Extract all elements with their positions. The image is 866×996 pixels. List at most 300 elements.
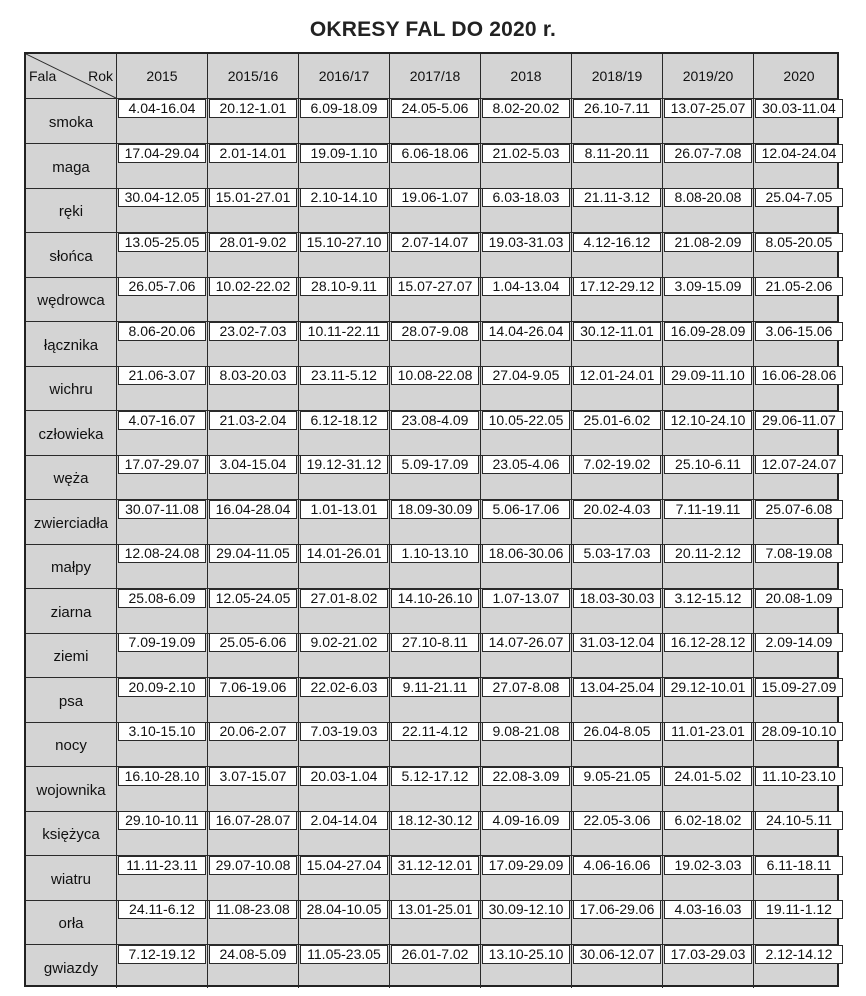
period-cell [662,721,753,766]
period-cell [753,721,844,766]
period-dates: 17.12-29.12 [573,277,661,296]
period-dates: 16.09-28.09 [664,322,752,341]
period-cell [207,810,298,855]
table-row [26,632,837,678]
period-cell [207,899,298,944]
period-cell [753,944,844,988]
period-cell [389,588,480,633]
period-cell [389,143,480,188]
period-dates: 2.04-14.04 [300,811,388,830]
period-dates: 20.02-4.03 [573,500,661,519]
period-cell [298,632,389,677]
period-dates: 30.06-12.07 [573,945,661,964]
period-cell [753,410,844,455]
wave-name: księżyca [42,826,100,843]
period-cell [389,677,480,722]
period-cell [207,365,298,410]
period-dates: 11.01-23.01 [664,722,752,741]
period-cell [207,721,298,766]
period-cell [480,499,571,544]
period-dates: 9.08-21.08 [482,722,570,741]
period-cell [480,899,571,944]
period-cell [389,365,480,410]
page-title: OKRESY FAL DO 2020 r. [309,18,557,41]
period-dates: 1.07-13.07 [482,589,570,608]
period-cell [389,98,480,143]
period-cell [662,855,753,900]
period-dates: 29.07-10.08 [209,856,297,875]
wave-name: orła [58,915,84,932]
wave-name-cell [26,143,116,188]
corner-label-rok: Rok [88,68,113,84]
period-cell [662,410,753,455]
period-dates: 5.06-17.06 [482,500,570,519]
period-cell [116,632,207,677]
period-cell [480,98,571,143]
wave-name: zwierciadła [33,515,109,532]
period-cell [753,499,844,544]
period-dates: 18.09-30.09 [391,500,479,519]
period-cell [389,766,480,811]
table-row [26,855,837,901]
period-dates: 19.02-3.03 [664,856,752,875]
wave-name-cell [26,899,116,944]
year-header-cell [753,54,844,98]
period-dates: 9.05-21.05 [573,767,661,786]
period-cell [207,276,298,321]
period-dates: 11.08-23.08 [209,900,297,919]
period-dates: 4.09-16.09 [482,811,570,830]
period-cell [207,187,298,232]
wave-name: smoka [48,114,94,131]
period-dates: 5.03-17.03 [573,544,661,563]
period-dates: 28.09-10.10 [755,722,843,741]
period-dates: 9.02-21.02 [300,633,388,652]
wave-name: człowieka [38,426,104,443]
period-dates: 28.01-9.02 [209,233,297,252]
period-cell [480,944,571,988]
period-cell [298,143,389,188]
table-row [26,410,837,456]
period-cell [298,899,389,944]
period-dates: 1.04-13.04 [482,277,570,296]
period-dates: 6.02-18.02 [664,811,752,830]
wave-name: małpy [50,559,91,576]
table-row [26,721,837,767]
table-row [26,365,837,411]
period-cell [389,855,480,900]
period-dates: 26.07-7.08 [664,144,752,163]
period-dates: 4.12-16.12 [573,233,661,252]
wave-name: wędrowca [37,292,105,309]
year-header-cell [207,54,298,98]
period-cell [116,143,207,188]
table-row [26,98,837,144]
period-dates: 21.11-3.12 [573,188,661,207]
wave-name-cell [26,276,116,321]
period-cell [207,944,298,988]
period-dates: 24.10-5.11 [755,811,843,830]
period-cell [298,365,389,410]
period-dates: 11.05-23.05 [300,945,388,964]
period-cell [389,810,480,855]
period-cell [298,454,389,499]
period-dates: 5.09-17.09 [391,455,479,474]
period-dates: 15.07-27.07 [391,277,479,296]
period-dates: 24.11-6.12 [118,900,206,919]
wave-name: wichru [49,381,93,398]
period-cell [116,454,207,499]
period-dates: 5.12-17.12 [391,767,479,786]
period-dates: 19.03-31.03 [482,233,570,252]
corner-label-fala: Fala [29,68,57,84]
period-dates: 31.12-12.01 [391,856,479,875]
wave-name: nocy [55,737,87,754]
period-dates: 13.05-25.05 [118,233,206,252]
period-cell [753,899,844,944]
table-row [26,588,837,634]
period-dates: 18.03-30.03 [573,589,661,608]
period-cell [207,232,298,277]
period-cell [116,410,207,455]
year-header-cell [662,54,753,98]
period-dates: 24.08-5.09 [209,945,297,964]
period-dates: 3.12-15.12 [664,589,752,608]
period-dates: 25.07-6.08 [755,500,843,519]
table-row [26,810,837,856]
period-dates: 16.07-28.07 [209,811,297,830]
period-cell [207,766,298,811]
year-header-cell [480,54,571,98]
period-cell [207,677,298,722]
wave-name-cell [26,721,116,766]
table-row [26,187,837,233]
period-cell [116,810,207,855]
table-row [26,276,837,322]
period-dates: 15.01-27.01 [209,188,297,207]
period-dates: 15.09-27.09 [755,678,843,697]
period-cell [207,410,298,455]
period-cell [389,543,480,588]
wave-name-cell [26,855,116,900]
period-dates: 6.06-18.06 [391,144,479,163]
period-dates: 21.05-2.06 [755,277,843,296]
table-row [26,543,837,589]
period-cell [753,588,844,633]
period-cell [662,899,753,944]
period-dates: 13.04-25.04 [573,678,661,697]
period-dates: 12.05-24.05 [209,589,297,608]
period-cell [480,276,571,321]
period-dates: 18.12-30.12 [391,811,479,830]
period-dates: 6.09-18.09 [300,99,388,118]
period-cell [662,499,753,544]
period-dates: 19.09-1.10 [300,144,388,163]
period-dates: 26.05-7.06 [118,277,206,296]
table-row [26,899,837,945]
period-dates: 4.03-16.03 [664,900,752,919]
period-cell [389,632,480,677]
period-dates: 8.11-20.11 [573,144,661,163]
wave-name-cell [26,543,116,588]
period-cell [389,721,480,766]
period-cell [298,677,389,722]
period-dates: 6.03-18.03 [482,188,570,207]
period-dates: 2.09-14.09 [755,633,843,652]
period-cell [753,98,844,143]
period-cell [116,187,207,232]
period-cell [298,944,389,988]
year-label: 2019/20 [682,68,734,84]
period-cell [298,588,389,633]
wave-name-cell [26,499,116,544]
period-cell [753,677,844,722]
period-cell [298,410,389,455]
period-dates: 30.12-11.01 [573,322,661,341]
period-dates: 19.06-1.07 [391,188,479,207]
period-dates: 25.10-6.11 [664,455,752,474]
period-dates: 8.06-20.06 [118,322,206,341]
period-cell [662,677,753,722]
period-cell [662,143,753,188]
period-cell [116,855,207,900]
period-cell [207,321,298,366]
period-cell [298,276,389,321]
period-dates: 17.09-29.09 [482,856,570,875]
year-header-cell [571,54,662,98]
period-dates: 7.08-19.08 [755,544,843,563]
period-dates: 25.05-6.06 [209,633,297,652]
period-cell [480,187,571,232]
period-dates: 16.04-28.04 [209,500,297,519]
period-dates: 3.07-15.07 [209,767,297,786]
period-cell [116,321,207,366]
period-cell [298,810,389,855]
period-dates: 20.06-2.07 [209,722,297,741]
period-dates: 20.03-1.04 [300,767,388,786]
period-dates: 9.11-21.11 [391,678,479,697]
period-cell [571,944,662,988]
period-cell [116,721,207,766]
wave-name-cell [26,365,116,410]
period-dates: 17.07-29.07 [118,455,206,474]
year-label: 2017/18 [409,68,461,84]
period-dates: 8.02-20.02 [482,99,570,118]
table-row [26,143,837,189]
period-cell [662,365,753,410]
period-dates: 25.04-7.05 [755,188,843,207]
period-dates: 21.03-2.04 [209,411,297,430]
period-dates: 22.11-4.12 [391,722,479,741]
period-cell [480,588,571,633]
period-cell [298,855,389,900]
period-cell [389,944,480,988]
wave-name: ręki [58,203,84,220]
period-cell [116,232,207,277]
period-dates: 19.12-31.12 [300,455,388,474]
period-dates: 3.04-15.04 [209,455,297,474]
period-dates: 6.11-18.11 [755,856,843,875]
period-dates: 12.08-24.08 [118,544,206,563]
period-dates: 7.12-19.12 [118,945,206,964]
period-dates: 8.05-20.05 [755,233,843,252]
period-dates: 10.05-22.05 [482,411,570,430]
period-cell [480,410,571,455]
year-label: 2015 [146,68,178,84]
period-dates: 19.11-1.12 [755,900,843,919]
period-dates: 27.10-8.11 [391,633,479,652]
period-dates: 26.01-7.02 [391,945,479,964]
period-cell [571,321,662,366]
period-cell [571,899,662,944]
period-cell [571,454,662,499]
period-dates: 25.01-6.02 [573,411,661,430]
period-dates: 12.10-24.10 [664,411,752,430]
wave-name-cell [26,410,116,455]
period-cell [753,187,844,232]
period-cell [298,98,389,143]
period-cell [662,632,753,677]
period-dates: 3.09-15.09 [664,277,752,296]
period-dates: 26.04-8.05 [573,722,661,741]
period-dates: 17.04-29.04 [118,144,206,163]
wave-name-cell [26,944,116,988]
period-dates: 8.08-20.08 [664,188,752,207]
table-row [26,677,837,723]
period-dates: 10.08-22.08 [391,366,479,385]
period-cell [116,276,207,321]
period-cell [480,810,571,855]
period-cell [207,98,298,143]
period-dates: 28.04-10.05 [300,900,388,919]
wave-name-cell [26,187,116,232]
wave-name-cell [26,232,116,277]
period-cell [480,855,571,900]
period-cell [753,276,844,321]
period-dates: 13.10-25.10 [482,945,570,964]
period-cell [298,766,389,811]
period-cell [753,321,844,366]
period-cell [662,321,753,366]
period-dates: 29.12-10.01 [664,678,752,697]
period-cell [571,543,662,588]
period-cell [571,232,662,277]
wave-name-cell [26,810,116,855]
table-row [26,232,837,278]
wave-name-cell [26,588,116,633]
period-dates: 2.07-14.07 [391,233,479,252]
period-dates: 3.10-15.10 [118,722,206,741]
wave-name: wojownika [36,782,106,799]
period-cell [116,543,207,588]
period-dates: 13.07-25.07 [664,99,752,118]
period-cell [753,454,844,499]
period-cell [662,232,753,277]
period-cell [298,499,389,544]
period-dates: 22.05-3.06 [573,811,661,830]
wave-name-cell [26,632,116,677]
table-row [26,944,837,988]
period-cell [480,321,571,366]
period-dates: 28.10-9.11 [300,277,388,296]
period-dates: 26.10-7.11 [573,99,661,118]
period-dates: 22.08-3.09 [482,767,570,786]
period-dates: 16.12-28.12 [664,633,752,652]
wave-name-cell [26,98,116,143]
period-cell [571,855,662,900]
period-cell [662,187,753,232]
period-cell [480,365,571,410]
period-cell [753,632,844,677]
period-dates: 31.03-12.04 [573,633,661,652]
period-dates: 17.03-29.03 [664,945,752,964]
year-label: 2018 [510,68,542,84]
period-dates: 7.06-19.06 [209,678,297,697]
period-cell [662,454,753,499]
period-dates: 13.01-25.01 [391,900,479,919]
period-dates: 27.07-8.08 [482,678,570,697]
period-cell [753,810,844,855]
period-dates: 2.10-14.10 [300,188,388,207]
table-header-row [26,54,837,99]
period-dates: 21.02-5.03 [482,144,570,163]
period-cell [571,810,662,855]
period-cell [571,766,662,811]
period-cell [571,677,662,722]
table-row [26,321,837,367]
year-label: 2015/16 [227,68,279,84]
period-cell [753,143,844,188]
period-dates: 30.09-12.10 [482,900,570,919]
period-cell [389,454,480,499]
period-dates: 18.06-30.06 [482,544,570,563]
period-cell [480,721,571,766]
period-dates: 23.05-4.06 [482,455,570,474]
period-cell [571,365,662,410]
period-cell [389,187,480,232]
period-cell [753,543,844,588]
period-cell [753,232,844,277]
period-cell [389,276,480,321]
wave-name: łącznika [43,337,99,354]
period-cell [571,410,662,455]
period-dates: 29.10-10.11 [118,811,206,830]
table-row [26,499,837,545]
period-cell [389,232,480,277]
period-cell [571,499,662,544]
period-dates: 1.10-13.10 [391,544,479,563]
period-dates: 28.07-9.08 [391,322,479,341]
period-cell [207,543,298,588]
year-header-cell [298,54,389,98]
period-cell [116,766,207,811]
period-dates: 29.09-11.10 [664,366,752,385]
period-cell [662,810,753,855]
period-dates: 30.03-11.04 [755,99,843,118]
period-dates: 7.09-19.09 [118,633,206,652]
period-dates: 11.11-23.11 [118,856,206,875]
period-dates: 14.01-26.01 [300,544,388,563]
period-dates: 12.07-24.07 [755,455,843,474]
year-label: 2018/19 [591,68,643,84]
year-header-cell [389,54,480,98]
period-dates: 27.04-9.05 [482,366,570,385]
wave-name: ziemi [53,648,89,665]
period-cell [480,454,571,499]
wave-name: maga [52,159,90,176]
period-dates: 7.02-19.02 [573,455,661,474]
period-cell [389,499,480,544]
